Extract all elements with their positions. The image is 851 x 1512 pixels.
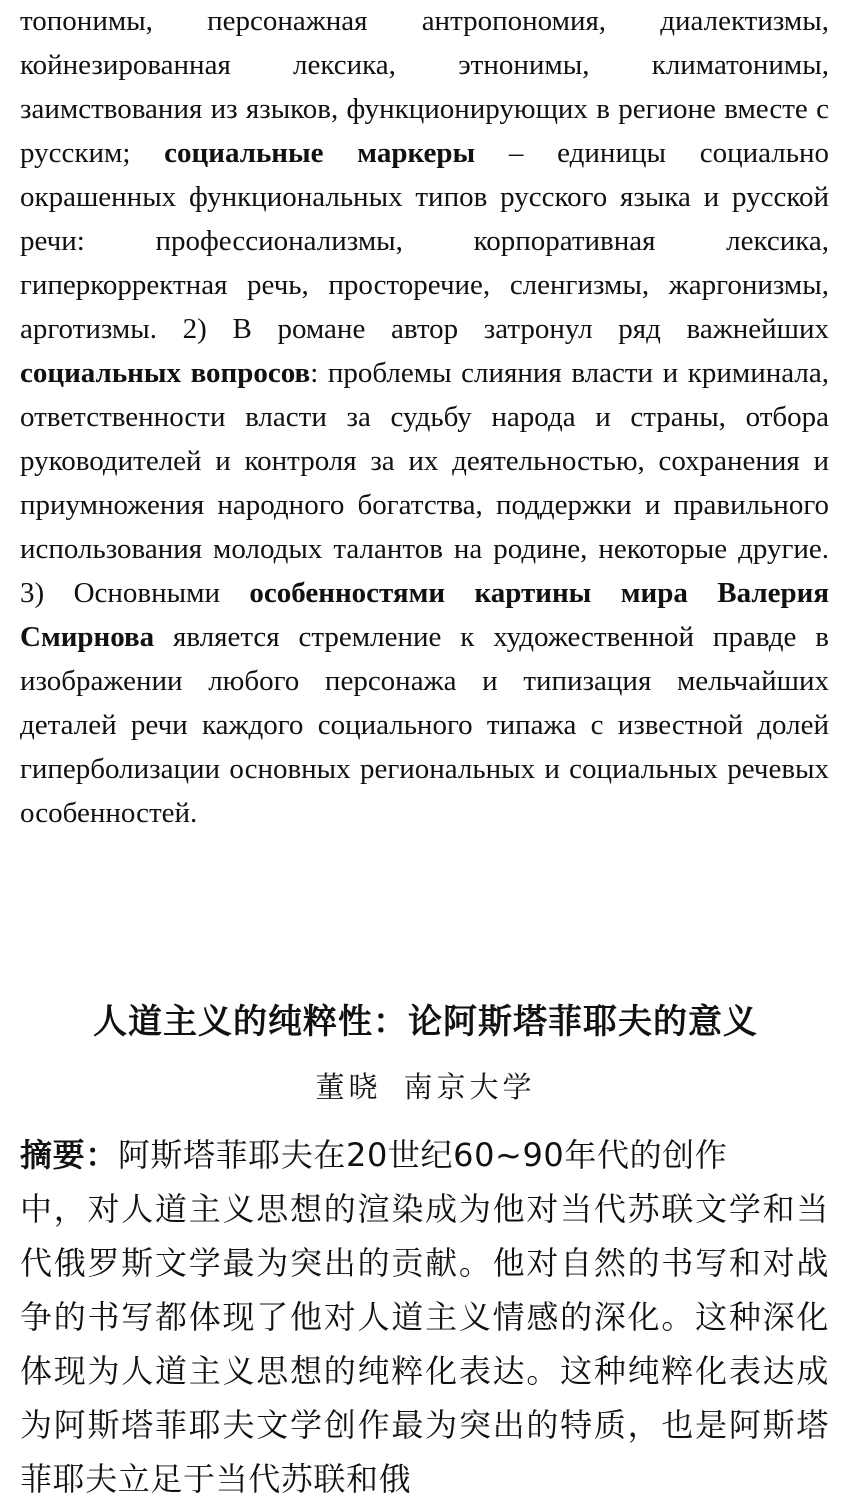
- ru-text-segment-4: является стремление к художественной правде в изображении любого персонажа и типизация мельчайших деталей речи каждого социального типажа с известной долей гиперболизации основных региональных и социальных речевых особенностей.: [20, 621, 829, 829]
- article-author-line: [0, 1064, 851, 1110]
- ru-bold-social-markers: социальные маркеры: [164, 137, 476, 169]
- ru-text-segment-1: топонимы, персонажная антропономия, диалектизмы, койнезированная лексика, этнонимы, климатонимы, заимствования из языков, функционирующих в регионе вместе с русским;: [20, 5, 829, 169]
- ru-text-segment-2: – единицы социально окрашенных функциональных типов русского языка и русской речи: профессионализмы, корпоративная лексика, гиперкорректная речь, просторечие, сленгизмы, жаргонизмы, арготизмы. 2) В романе автор затронул ряд важнейших: [20, 137, 830, 345]
- author-name: 董晓: [315, 1070, 382, 1104]
- article-title: 人道主义的纯粹性：论阿斯塔菲耶夫的意义: [93, 1002, 758, 1042]
- abstract-label: 摘要：: [20, 1136, 118, 1174]
- ru-bold-worldview-features: особенностями картины мира Валерия Смирнова: [20, 577, 830, 653]
- abstract-first-line: [20, 1128, 829, 1182]
- abstract-first-line-text: 阿斯塔菲耶夫在20世纪60~90年代的创作: [117, 1136, 728, 1174]
- article-abstract: [20, 1128, 829, 1506]
- ru-text-segment-3: : проблемы слияния власти и криминала, ответственности власти за судьбу народа и страны, отбора руководителей и контроля за их деятельностью, сохранения и приумножения народного богатства, поддержки и правильного использования молодых талантов на родине, некоторые другие. 3) Основными: [20, 357, 829, 609]
- ru-bold-social-questions: социальных вопросов: [20, 357, 311, 389]
- author-affiliation: 南京大学: [403, 1070, 536, 1104]
- abstract-body: 中，对人道主义思想的渲染成为他对当代苏联文学和当代俄罗斯文学最为突出的贡献。他对自然的书写和对战争的书写都体现了他对人道主义情感的深化。这种深化体现为人道主义思想的纯粹化表达。这种纯粹化表达成为阿斯塔菲耶夫文学创作最为突出的特质，也是阿斯塔菲耶夫立足于当代苏联和俄: [20, 1190, 829, 1498]
- russian-paragraph: [20, 0, 829, 835]
